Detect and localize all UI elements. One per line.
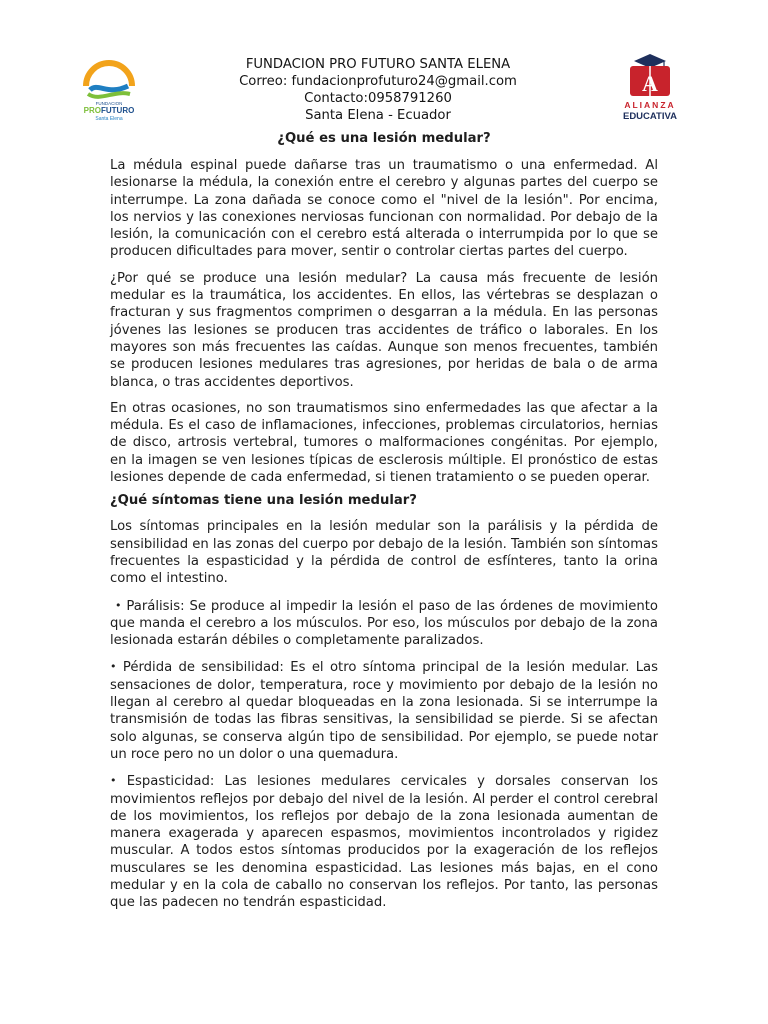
graduation-cap-icon xyxy=(634,54,666,68)
org-name: FUNDACION PRO FUTURO SANTA ELENA xyxy=(245,57,511,72)
logo-green-wave xyxy=(88,93,130,97)
bullet-text: Parálisis: Se produce al impedir la lesión el paso de las órdenes de movimiento que manda el cerebro a los músculos. Por eso, los músculos por debajo de la zona lesionada estarán débiles o completamente paralizados. xyxy=(110,598,658,649)
bullet-espasticidad xyxy=(110,772,658,911)
paragraph-3: En otras ocasiones, no son traumatismos sino enfermedades las que afectar a la médula. Es el caso de inflamaciones, infecciones, problemas circulatorios, hernias de disco, artrosis vertebral, tumores o malformaciones congénitas. Por ejemplo, en la imagen se ven lesiones típicas de esclerosis múltiple. El pronóstico de estas lesiones depende de cada enfermedad, si tienen tratamiento o se pueden operar. xyxy=(110,400,658,486)
paragraph-1: La médula espinal puede dañarse tras un traumatismo o una enfermedad. Al lesionarse la médula, la conexión entre el cerebro y algunas partes del cuerpo se interrumpe. La zona dañada se conoce como el "nivel de la lesión". Por encima, los nervios y las conexiones nerviosas funcionan con normalidad. Por debajo de la lesión, la comunicación con el cerebro está alterada o interrumpida por lo que se producen dificultades para mover, sentir o controlar ciertas partes del cuerpo. xyxy=(110,158,658,260)
bullet-marker: • xyxy=(114,598,122,612)
contact-line: Contacto:0958791260 xyxy=(304,91,452,106)
alianza-educativa-logo xyxy=(614,52,686,124)
bullet-text: Espasticidad: Las lesiones medulares cervicales y dorsales conservan los movimientos reflejos por debajo del nivel de la lesión. Al perder el control cerebral de los movimientos, los reflejos por debajo de la zona lesionada aumentan de manera exagerada y aparecen espasmos, movimientos incontrolados y rigidez muscular. A todos estos síntomas producidos por la exageración de los reflejos musculares se les denomina espasticidad. Las lesiones más bajas, en el cono medular y en la cola de caballo no conservan los reflejos. Por tanto, las personas que las padecen no tendrán espasticidad. xyxy=(110,774,658,911)
bullet-text: Pérdida de sensibilidad: Es el otro síntoma principal de la lesión medular. Las sensaciones de dolor, temperatura, roce y movimiento por debajo de la lesión no llegan al cerebro al quedar bloqueadas en la zona lesionada. Si se interrumpe la transmisión de todas las fibras sensitivas, la sensibilidad se pierde. Si se afectan solo algunas, se conserva algún tipo de sensibilidad. Por ejemplo, se puede notar un roce pero no un dolor o una quemadura. xyxy=(110,660,658,762)
section-heading: ¿Qué síntomas tiene una lesión medular? xyxy=(110,493,417,509)
logo-orange-arc xyxy=(86,63,132,86)
document-body xyxy=(110,130,658,921)
letterhead xyxy=(150,56,606,124)
paragraph-2: ¿Por qué se produce una lesión medular? La causa más frecuente de lesión medular es la traumática, los accidentes. En ellos, las vértebras se desplazan o fracturan y sus fragmentos comprimen o desgarran a la médula. En las personas jóvenes las lesiones se producen tras accidentes de tráfico o laborales. En los mayores son más frecuentes las caídas. Aunque son menos frecuentes, también se producen lesiones medulares tras agresiones, por heridas de bala o de arma blanca, o tras accidentes deportivos. xyxy=(110,270,658,390)
bullet-marker: • xyxy=(110,660,117,674)
email-line: Correo: fundacionprofuturo24@gmail.com xyxy=(239,74,517,89)
logo-sub-text: Santa Elena xyxy=(95,116,123,122)
bullet-paralisis xyxy=(110,597,658,650)
profuturo-logo xyxy=(78,56,140,122)
logo-top-text: FUNDACION xyxy=(95,101,123,106)
bullet-marker: • xyxy=(110,774,117,788)
logo-line1: ALIANZA xyxy=(624,100,676,110)
intro-paragraph: Los síntomas principales en la lesión medular son la parálisis y la pérdida de sensibilidad en las zonas del cuerpo por debajo de la lesión. También son síntomas frecuentes la espasticidad y la pérdida de control de esfínteres, tanto la orina como el intestino. xyxy=(110,519,658,587)
logo-brand: PROFUTURO xyxy=(83,106,135,115)
logo-blue-wave xyxy=(90,86,128,90)
page-title: ¿Qué es una lesión medular? xyxy=(277,131,491,146)
location-line: Santa Elena - Ecuador xyxy=(305,108,451,123)
logo-line2: EDUCATIVA xyxy=(622,111,678,122)
svg-text:A: A xyxy=(642,71,658,96)
bullet-sensibilidad xyxy=(110,658,658,763)
